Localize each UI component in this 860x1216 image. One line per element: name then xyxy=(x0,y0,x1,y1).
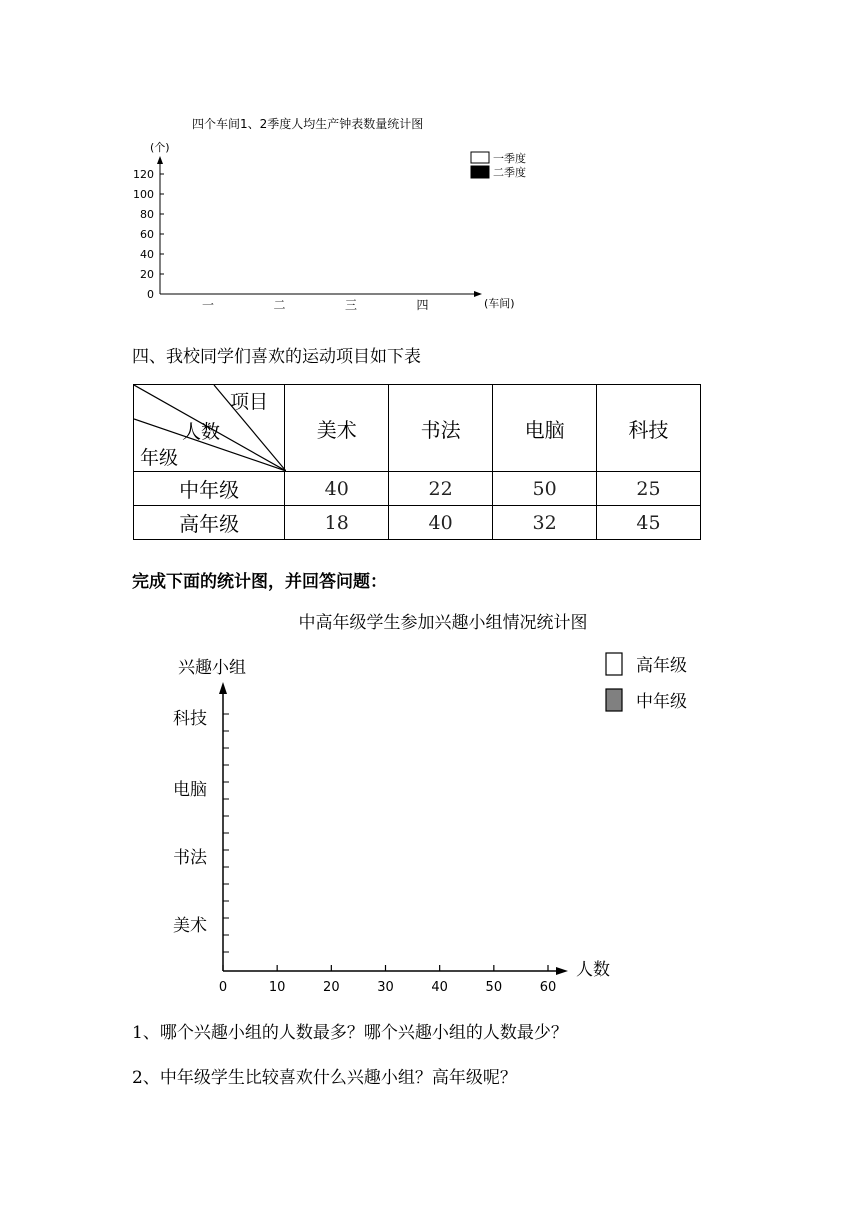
y-tick-label: 40 xyxy=(140,248,154,261)
row-grade: 中年级 xyxy=(134,472,285,506)
y-tick-label: 120 xyxy=(133,168,154,181)
legend-label-q1: 一季度 xyxy=(493,152,526,165)
legend-swatch-q2 xyxy=(471,166,489,178)
interest-chart-y-arrow xyxy=(219,682,227,694)
x-tick-label: 20 xyxy=(323,980,340,995)
workshop-chart-y-arrow xyxy=(157,156,163,164)
x-tick-label: 10 xyxy=(268,980,286,995)
table-cell: 40 xyxy=(389,506,493,540)
y-tick-label: 0 xyxy=(147,288,154,301)
y-tick-label: 20 xyxy=(140,268,154,281)
y-category-label: 书法 xyxy=(173,848,207,868)
x-category-label: 一 xyxy=(201,298,215,312)
table-header-row xyxy=(134,385,701,472)
interest-chart-y-label: 兴趣小组 xyxy=(178,658,246,678)
column-header: 美术 xyxy=(285,385,389,472)
interest-group-chart xyxy=(0,600,860,1000)
legend-label-senior: 高年级 xyxy=(636,656,687,676)
table-cell: 32 xyxy=(493,506,597,540)
x-category-label: 二 xyxy=(273,298,286,312)
x-tick-label: 0 xyxy=(218,980,228,995)
column-header: 科技 xyxy=(597,385,701,472)
column-header: 电脑 xyxy=(493,385,597,472)
y-category-label: 电脑 xyxy=(173,780,207,800)
row-grade: 高年级 xyxy=(134,506,285,540)
question-1: 1、哪个兴趣小组的人数最多？哪个兴趣小组的人数最少？ xyxy=(132,1023,568,1043)
workshop-chart-y-unit: (个) xyxy=(150,141,170,154)
legend-label-middle: 中年级 xyxy=(636,692,687,712)
section4-heading: 四、我校同学们喜欢的运动项目如下表 xyxy=(132,347,421,367)
instruction-text: 完成下面的统计图，并回答问题： xyxy=(132,572,387,592)
header-grade-label: 年级 xyxy=(140,447,179,469)
table-cell: 45 xyxy=(597,506,701,540)
table-cell: 50 xyxy=(493,472,597,506)
legend-swatch-senior xyxy=(606,653,622,675)
column-header: 书法 xyxy=(389,385,493,472)
y-tick-label: 100 xyxy=(133,188,154,201)
y-tick-label: 60 xyxy=(140,228,154,241)
x-tick-label: 40 xyxy=(431,980,448,995)
y-tick-label: 80 xyxy=(140,208,154,221)
header-item-label: 项目 xyxy=(230,391,269,413)
legend-label-q2: 二季度 xyxy=(493,166,526,179)
y-category-label: 科技 xyxy=(173,709,207,729)
table-row xyxy=(134,506,701,540)
x-tick-label: 50 xyxy=(485,980,503,995)
table-cell: 18 xyxy=(285,506,389,540)
workshop-chart-title: 四个车间1、2季度人均生产钟表数量统计图 xyxy=(192,117,424,131)
x-tick-label: 30 xyxy=(377,980,394,995)
legend-swatch-middle xyxy=(606,689,622,711)
workshop-chart-x-arrow xyxy=(474,291,482,297)
y-category-label: 美术 xyxy=(173,916,207,936)
x-category-label: 四 xyxy=(416,298,429,312)
x-category-label: 三 xyxy=(344,298,358,312)
interest-chart-title: 中高年级学生参加兴趣小组情况统计图 xyxy=(298,613,588,633)
table-cell: 40 xyxy=(285,472,389,506)
sports-table xyxy=(133,384,701,540)
table-row xyxy=(134,472,701,506)
interest-chart-x-arrow xyxy=(556,967,568,975)
table-cell: 22 xyxy=(389,472,493,506)
question-2: 2、中年级学生比较喜欢什么兴趣小组？高年级呢？ xyxy=(132,1068,517,1088)
workshop-chart xyxy=(0,0,860,330)
interest-chart-x-label: 人数 xyxy=(576,960,610,980)
legend-swatch-q1 xyxy=(471,152,489,163)
x-tick-label: 60 xyxy=(539,980,557,995)
header-count-label: 人数 xyxy=(182,421,221,443)
table-cell: 25 xyxy=(597,472,701,506)
table-diagonal-header xyxy=(134,385,285,472)
workshop-chart-x-unit: (车间) xyxy=(484,297,515,310)
